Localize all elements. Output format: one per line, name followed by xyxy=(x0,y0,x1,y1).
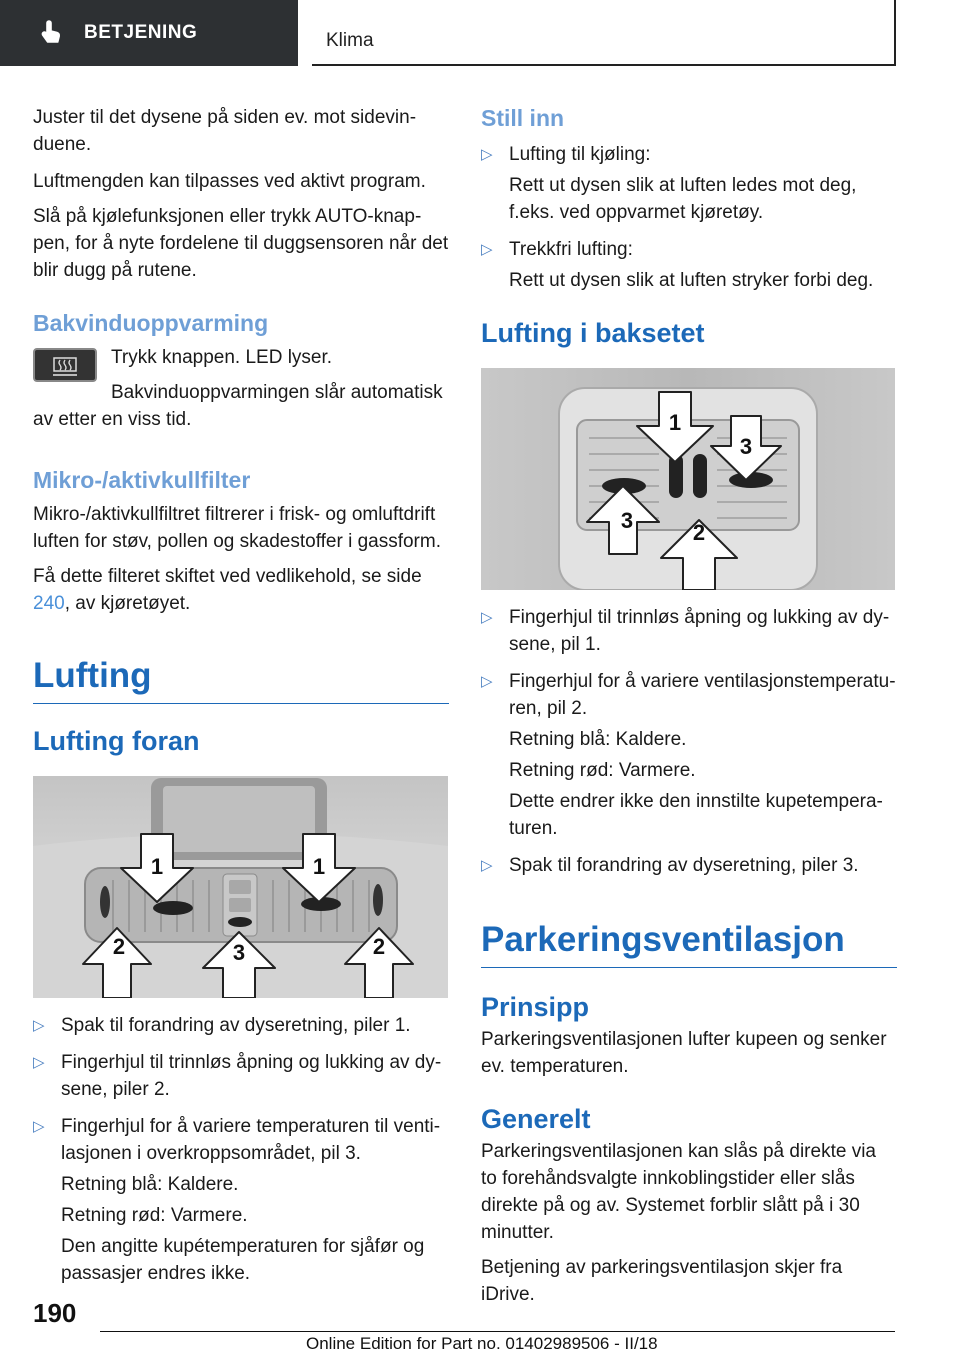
paragraph: Juster til det dysene på siden ev. mot sidevinduene. xyxy=(33,107,417,155)
sub-text: Rett ut dysen slik at luften ledes mot deg, f.eks. ved oppvarmet kjøretøy. xyxy=(509,175,857,223)
paragraph: Mikro-/aktivkullfiltret filtrerer i frisk- og omluftdrift luften for støv, pollen og skadestoffer i gassform. xyxy=(33,504,441,552)
paragraph: Luftmengden kan tilpasses ved aktivt program. xyxy=(33,171,426,192)
list-item: ▷ Fingerhjul til trinnløs åpning og lukking av dysene, piler 2. xyxy=(33,1049,449,1103)
left-column xyxy=(33,100,449,1287)
chapter-heading: Parkeringsventilasjon xyxy=(481,919,897,968)
bullet-list xyxy=(481,141,897,294)
section-heading: Bakvinduoppvarming xyxy=(33,310,269,336)
paragraph: Parkeringsventilasjonen kan slås på direkte via to forehåndsvalgte innkoblingstider eller slås direkte på og av. Systemet forblir slått på i 30 minutter. xyxy=(481,1141,876,1243)
list-item: ▷ Fingerhjul til trinnløs åpning og lukking av dysene, pil 1. xyxy=(481,604,897,658)
arrow-label: 2 xyxy=(112,934,126,959)
front-vents-illustration xyxy=(33,776,448,998)
page-link[interactable]: 240 xyxy=(33,593,65,614)
text: Få dette filteret skiftet ved vedlikehold, se side xyxy=(33,566,422,587)
rear-vents-illustration xyxy=(481,368,895,590)
list-item: ▷ Spak til forandring av dyseretning, piler 3. xyxy=(481,852,897,879)
rear-defrost-button-icon xyxy=(33,348,97,382)
list-item: ▷ Trekkfri lufting: Rett ut dysen slik at luften stryker forbi deg. xyxy=(481,236,897,294)
page-header xyxy=(0,0,960,66)
section-heading: Mikro-/aktivkullfilter xyxy=(33,467,251,493)
arrow-label: 3 xyxy=(620,508,634,533)
triangle-right-icon: ▷ xyxy=(481,241,493,258)
list-item: ▷ Fingerhjul for å variere ventilasjonstemperaturen, pil 2. Retning blå: Kaldere. Retning rød: Varmere. Dette endrer ikke den innstilte kupetemperaturen. xyxy=(481,668,897,842)
triangle-right-icon: ▷ xyxy=(33,1118,45,1135)
sub-text: Den angitte kupétemperaturen for sjåfør og passasjer endres ikke. xyxy=(61,1236,425,1284)
paragraph: Trykk knappen. LED lyser. xyxy=(111,347,333,368)
sub-text: Retning blå: Kaldere. xyxy=(61,1174,239,1195)
list-item: ▷ Lufting til kjøling: Rett ut dysen slik at luften ledes mot deg, f.eks. ved oppvarmet kjøretøy. xyxy=(481,141,897,226)
right-column xyxy=(481,100,897,1308)
section-heading: Prinsipp xyxy=(481,992,590,1022)
arrow-label: 3 xyxy=(739,434,753,459)
triangle-right-icon: ▷ xyxy=(481,673,493,690)
chapter-title: Klima xyxy=(326,30,374,51)
section-heading: Still inn xyxy=(481,105,565,131)
button-description xyxy=(33,344,449,433)
arrow-label: 1 xyxy=(312,854,326,879)
arrow-label: 2 xyxy=(692,520,706,545)
triangle-right-icon: ▷ xyxy=(481,146,493,163)
sub-text: Retning blå: Kaldere. xyxy=(509,729,687,750)
list-item: ▷ Spak til forandring av dyseretning, piler 1. xyxy=(33,1012,449,1039)
arrow-label: 3 xyxy=(232,940,246,965)
hand-pointer-icon xyxy=(38,20,64,46)
page-number: 190 xyxy=(33,1298,77,1328)
paragraph: Bakvinduoppvarmingen slår automatisk av etter en viss tid. xyxy=(33,382,443,430)
arrow-label: 1 xyxy=(150,854,164,879)
bullet-list xyxy=(33,1012,449,1287)
paragraph: Slå på kjølefunksjonen eller trykk AUTO-knappen, for å nyte fordelene til duggsensoren når det blir dugg på rutene. xyxy=(33,206,449,281)
sub-text: Dette endrer ikke den innstilte kupetemperaturen. xyxy=(509,791,883,839)
triangle-right-icon: ▷ xyxy=(33,1017,45,1034)
chapter-heading: Lufting xyxy=(33,655,449,704)
led-indicator xyxy=(53,374,77,376)
arrow-label: 1 xyxy=(668,410,682,435)
section-heading: Lufting foran xyxy=(33,726,200,756)
chapter-tab xyxy=(312,0,896,66)
section-heading: Generelt xyxy=(481,1104,591,1134)
paragraph: Parkeringsventilasjonen lufter kupeen og senker ev. temperaturen. xyxy=(481,1029,887,1077)
text: , av kjøretøyet. xyxy=(64,593,191,614)
triangle-right-icon: ▷ xyxy=(481,857,493,874)
edition-text: Online Edition for Part no. 01402989506 - II/18 xyxy=(306,1334,658,1353)
arrow-label: 2 xyxy=(372,934,386,959)
section-label: BETJENING xyxy=(84,22,198,43)
paragraph xyxy=(33,563,449,617)
section-heading: Lufting i baksetet xyxy=(481,318,705,348)
bullet-list xyxy=(481,604,897,879)
triangle-right-icon: ▷ xyxy=(33,1054,45,1071)
sub-text: Retning rød: Varmere. xyxy=(509,760,696,781)
section-tab xyxy=(0,0,298,66)
sub-text: Retning rød: Varmere. xyxy=(61,1205,248,1226)
list-item: ▷ Fingerhjul for å variere temperaturen til ventilasjonen i overkroppsområdet, pil 3. Retning blå: Kaldere. Retning rød: Varmere. Den angitte kupétemperaturen for sjåfør og passasjer endres ikke. xyxy=(33,1113,449,1287)
paragraph: Betjening av parkeringsventilasjon skjer fra iDrive. xyxy=(481,1257,843,1305)
triangle-right-icon: ▷ xyxy=(481,609,493,626)
sub-text: Rett ut dysen slik at luften stryker forbi deg. xyxy=(509,270,874,291)
footer-divider xyxy=(100,1331,895,1332)
